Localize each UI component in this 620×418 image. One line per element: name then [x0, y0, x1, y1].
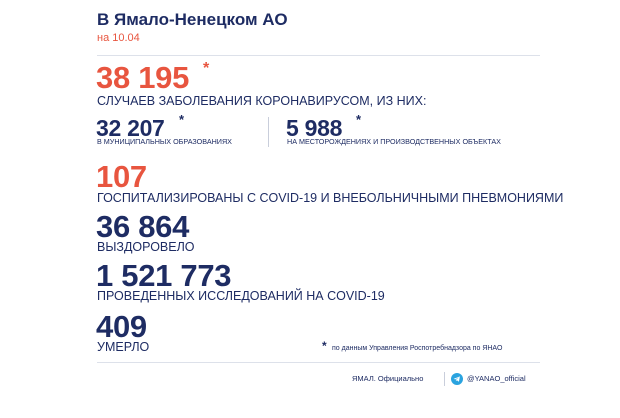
recovered-value: 36 864	[96, 209, 190, 244]
recovered-label: ВЫЗДОРОВЕЛО	[97, 240, 195, 254]
bottom-divider	[97, 362, 540, 363]
field-cases-label: НА МЕСТОРОЖДЕНИЯХ И ПРОИЗВОДСТВЕННЫХ ОБЪЕКТАХ	[287, 137, 501, 146]
page-title: В Ямало-Ненецком АО	[97, 10, 288, 29]
municipal-cases-asterisk: *	[179, 112, 185, 127]
municipal-cases-label: В МУНИЦИПАЛЬНЫХ ОБРАЗОВАНИЯХ	[97, 137, 232, 146]
report-date: на 10.04	[97, 32, 140, 44]
deaths-value: 409	[96, 309, 147, 344]
telegram-handle-link[interactable]: @YANAO_official	[467, 374, 526, 383]
field-cases-value: 5 988	[286, 115, 343, 141]
field-cases-asterisk: *	[356, 112, 362, 127]
tests-label: ПРОВЕДЕННЫХ ИССЛЕДОВАНИЙ НА COVID-19	[97, 289, 385, 303]
footer-divider	[444, 372, 445, 386]
deaths-label: УМЕРЛО	[97, 340, 150, 354]
hospitalized-value: 107	[96, 159, 147, 194]
municipal-cases-value: 32 207	[96, 115, 165, 141]
top-divider	[97, 55, 540, 56]
total-cases-asterisk: *	[203, 60, 210, 77]
tests-value: 1 521 773	[96, 258, 232, 293]
footnote-text: по данным Управления Роспотребнадзора по ЯНАО	[332, 345, 503, 352]
footnote-asterisk: *	[322, 339, 327, 353]
footer-source: ЯМАЛ. Официально	[352, 374, 424, 383]
total-cases-value: 38 195	[96, 60, 190, 95]
total-cases-label: СЛУЧАЕВ ЗАБОЛЕВАНИЯ КОРОНАВИРУСОМ, ИЗ НИХ:	[97, 94, 427, 108]
split-divider	[268, 117, 269, 147]
hospitalized-label: ГОСПИТАЛИЗИРОВАНЫ С COVID-19 И ВНЕБОЛЬНИЧНЫМИ ПНЕВМОНИЯМИ	[97, 191, 564, 205]
telegram-icon[interactable]	[451, 372, 463, 384]
